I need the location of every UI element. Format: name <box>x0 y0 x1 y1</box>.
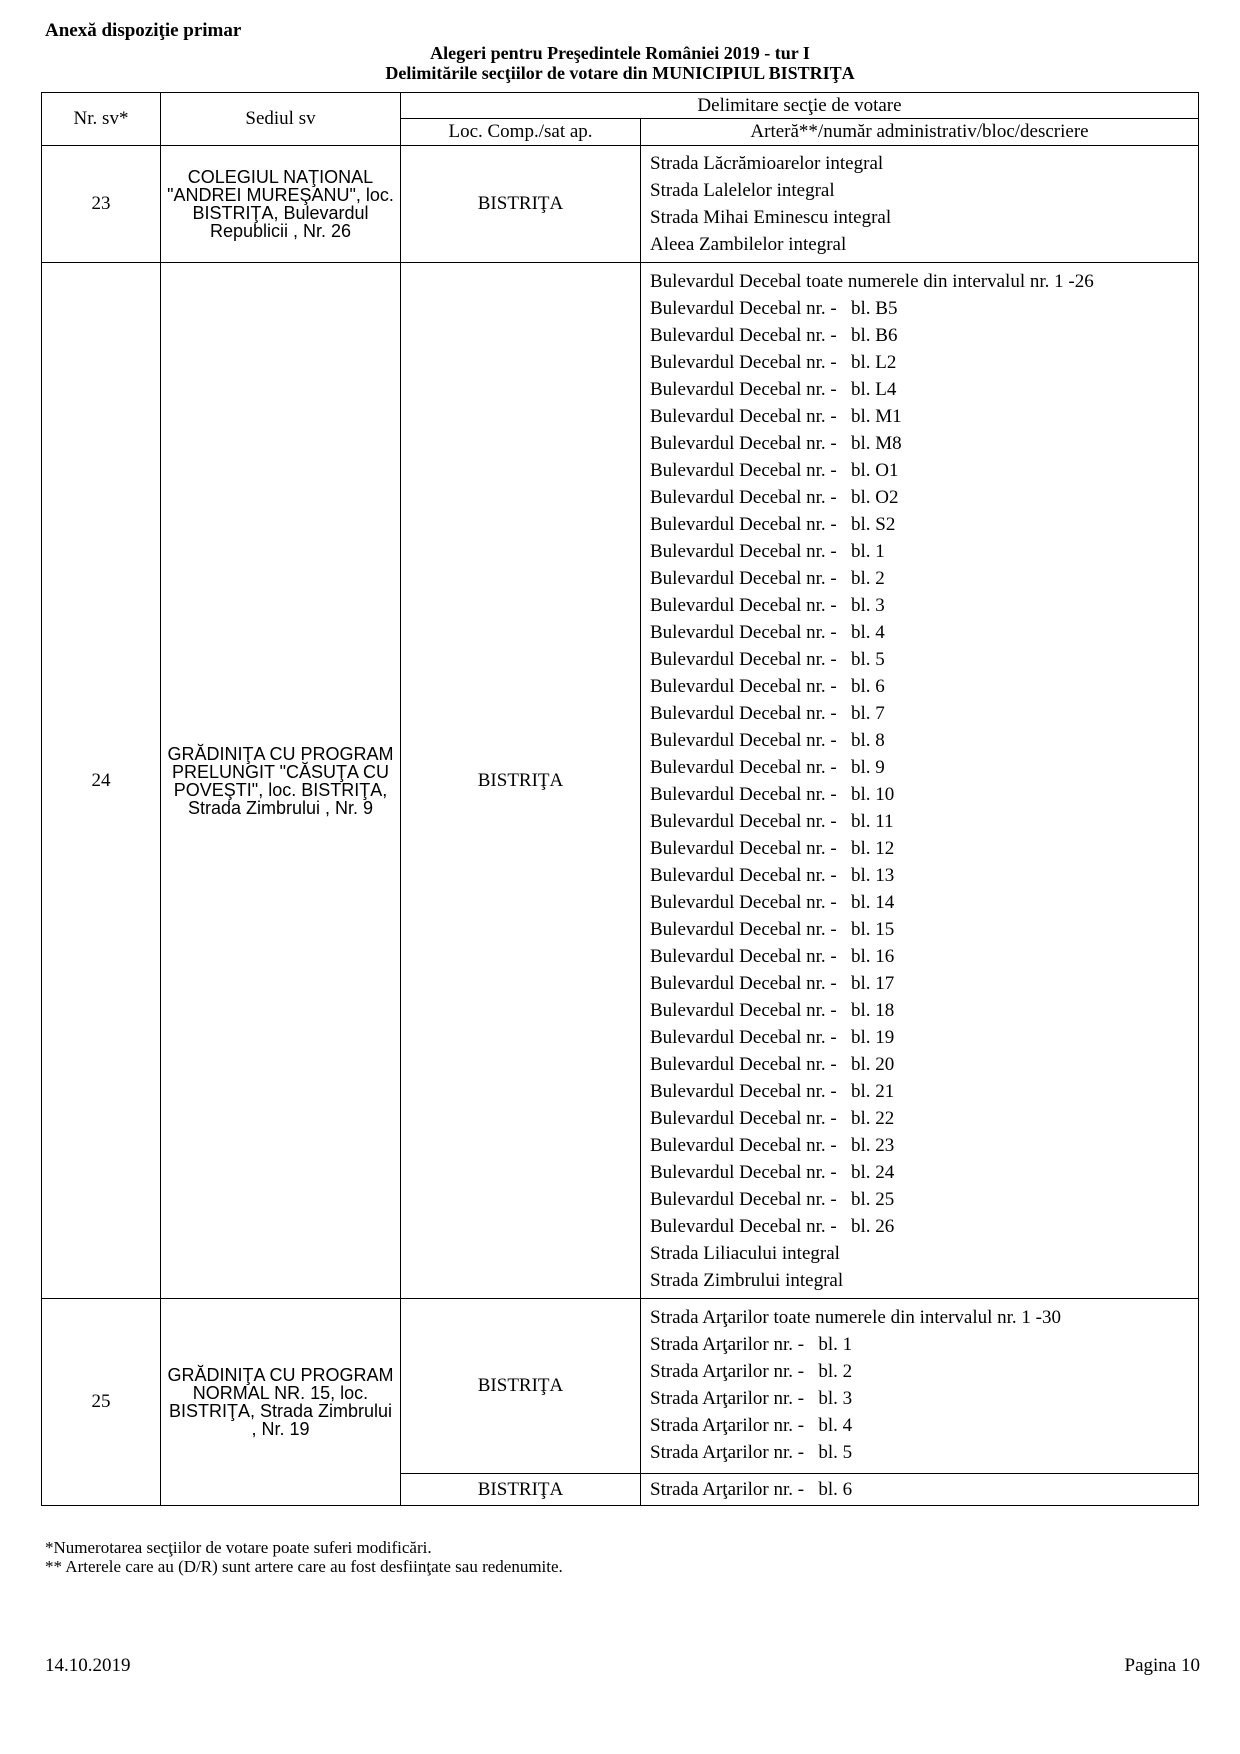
artery-line: Bulevardul Decebal nr. - bl. 6 <box>650 676 885 697</box>
footer-date: 14.10.2019 <box>45 1655 131 1676</box>
artery-line: Bulevardul Decebal nr. - bl. 7 <box>650 703 885 724</box>
artery-line: Strada Lăcrămioarelor integral <box>650 153 884 174</box>
document-title: Alegeri pentru Preşedintele României 2019 - tur I <box>430 43 810 63</box>
artery-line: Bulevardul Decebal nr. - bl. 24 <box>650 1162 895 1183</box>
artery-line: Strada Arţarilor nr. - bl. 2 <box>650 1361 853 1382</box>
artery-line: Bulevardul Decebal nr. - bl. 18 <box>650 1000 895 1021</box>
document-subtitle: Delimitările secţiilor de votare din MUNICIPIUL BISTRIŢA <box>385 63 855 83</box>
artery-line: Bulevardul Decebal nr. - bl. 3 <box>650 595 885 616</box>
artery-line: Bulevardul Decebal nr. - bl. 14 <box>650 892 895 913</box>
footer-page-number: Pagina 10 <box>1124 1655 1200 1676</box>
row-25-arteries <box>650 1304 1061 1466</box>
artery-line: Bulevardul Decebal nr. - bl. M8 <box>650 433 902 454</box>
artery-line: Bulevardul Decebal nr. - bl. 20 <box>650 1054 895 1075</box>
artery-line: Bulevardul Decebal nr. - bl. 5 <box>650 649 885 670</box>
artery-line: Bulevardul Decebal nr. - bl. 12 <box>650 838 895 859</box>
artery-line: Aleea Zambilelor integral <box>650 234 847 255</box>
row-24-sediu: GRĂDINIŢA CU PROGRAM PRELUNGIT "CĂSUŢA CU POVEŞTI", loc. BISTRIŢA, Strada Zimbrului , Nr. 9 <box>160 262 401 1299</box>
row-23-loc: BISTRIŢA <box>400 145 641 263</box>
row-25-sub-loc: BISTRIŢA <box>400 1473 641 1506</box>
artery-line: Bulevardul Decebal nr. - bl. 11 <box>650 811 894 832</box>
artery-line: Bulevardul Decebal nr. - bl. 25 <box>650 1189 895 1210</box>
artery-line: Bulevardul Decebal nr. - bl. 8 <box>650 730 885 751</box>
artery-line: Bulevardul Decebal nr. - bl. 1 <box>650 541 885 562</box>
artery-line: Strada Zimbrului integral <box>650 1270 844 1291</box>
artery-line: Bulevardul Decebal nr. - bl. 10 <box>650 784 895 805</box>
artery-line: Strada Lalelelor integral <box>650 180 835 201</box>
artery-line: Bulevardul Decebal nr. - bl. L2 <box>650 352 897 373</box>
artery-line: Bulevardul Decebal nr. - bl. 26 <box>650 1216 895 1237</box>
artery-line: Bulevardul Decebal nr. - bl. 23 <box>650 1135 895 1156</box>
artery-line: Strada Arţarilor nr. - bl. 3 <box>650 1388 853 1409</box>
artery-line: Bulevardul Decebal nr. - bl. 22 <box>650 1108 895 1129</box>
artery-line: Bulevardul Decebal nr. - bl. B6 <box>650 325 898 346</box>
row-23-arteries <box>650 150 891 258</box>
row-25-sediu: GRĂDINIŢA CU PROGRAM NORMAL NR. 15, loc. BISTRIŢA, Strada Zimbrului , Nr. 19 <box>160 1298 401 1506</box>
row-24-nr: 24 <box>41 262 161 1299</box>
header-artera: Arteră**/număr administrativ/bloc/descriere <box>640 118 1199 146</box>
artery-line: Bulevardul Decebal nr. - bl. 13 <box>650 865 895 886</box>
artery-line: Bulevardul Decebal nr. - bl. 9 <box>650 757 885 778</box>
artery-line: Bulevardul Decebal nr. - bl. M1 <box>650 406 902 427</box>
header-sediu-sv: Sediul sv <box>160 92 401 146</box>
row-25-loc: BISTRIŢA <box>400 1298 641 1474</box>
artery-line: Bulevardul Decebal nr. - bl. O2 <box>650 487 899 508</box>
annex-label: Anexă dispoziţie primar <box>45 20 242 41</box>
row-25-nr: 25 <box>41 1298 161 1506</box>
artery-line: Bulevardul Decebal toate numerele din intervalul nr. 1 -26 <box>650 271 1094 292</box>
artery-line: Bulevardul Decebal nr. - bl. 16 <box>650 946 895 967</box>
artery-line: Bulevardul Decebal nr. - bl. L4 <box>650 379 897 400</box>
artery-line: Bulevardul Decebal nr. - bl. S2 <box>650 514 896 535</box>
row-24-loc: BISTRIŢA <box>400 262 641 1299</box>
row-23-nr: 23 <box>41 145 161 263</box>
artery-line: Bulevardul Decebal nr. - bl. 17 <box>650 973 895 994</box>
artery-line: Strada Liliacului integral <box>650 1243 840 1264</box>
artery-line: Bulevardul Decebal nr. - bl. 2 <box>650 568 885 589</box>
row-24-arteries <box>650 268 1094 1294</box>
artery-line: Bulevardul Decebal nr. - bl. 4 <box>650 622 885 643</box>
artery-line: Strada Arţarilor nr. - bl. 1 <box>650 1334 853 1355</box>
artery-line: Strada Arţarilor nr. - bl. 4 <box>650 1415 853 1436</box>
artery-line: Strada Arţarilor nr. - bl. 5 <box>650 1442 853 1463</box>
artery-line: Bulevardul Decebal nr. - bl. 19 <box>650 1027 895 1048</box>
artery-line: Bulevardul Decebal nr. - bl. B5 <box>650 298 898 319</box>
footnote-1: *Numerotarea secţiilor de votare poate suferi modificări. <box>45 1538 432 1557</box>
artery-line: Strada Arţarilor toate numerele din intervalul nr. 1 -30 <box>650 1307 1062 1328</box>
row-25-sub-artery: Strada Arţarilor nr. - bl. 6 <box>640 1473 1199 1506</box>
artery-line: Bulevardul Decebal nr. - bl. O1 <box>650 460 899 481</box>
footnote-2: ** Arterele care au (D/R) sunt artere care au fost desfiinţate sau redenumite. <box>45 1557 563 1576</box>
artery-line: Strada Mihai Eminescu integral <box>650 207 892 228</box>
header-delimitare: Delimitare secţie de votare <box>400 92 1199 119</box>
row-23-sediu: COLEGIUL NAŢIONAL "ANDREI MUREŞANU", loc. BISTRIŢA, Bulevardul Republicii , Nr. 26 <box>160 145 401 263</box>
artery-line: Bulevardul Decebal nr. - bl. 15 <box>650 919 895 940</box>
header-nr-sv: Nr. sv* <box>41 92 161 146</box>
header-loc-comp: Loc. Comp./sat ap. <box>400 118 641 146</box>
artery-line: Bulevardul Decebal nr. - bl. 21 <box>650 1081 895 1102</box>
